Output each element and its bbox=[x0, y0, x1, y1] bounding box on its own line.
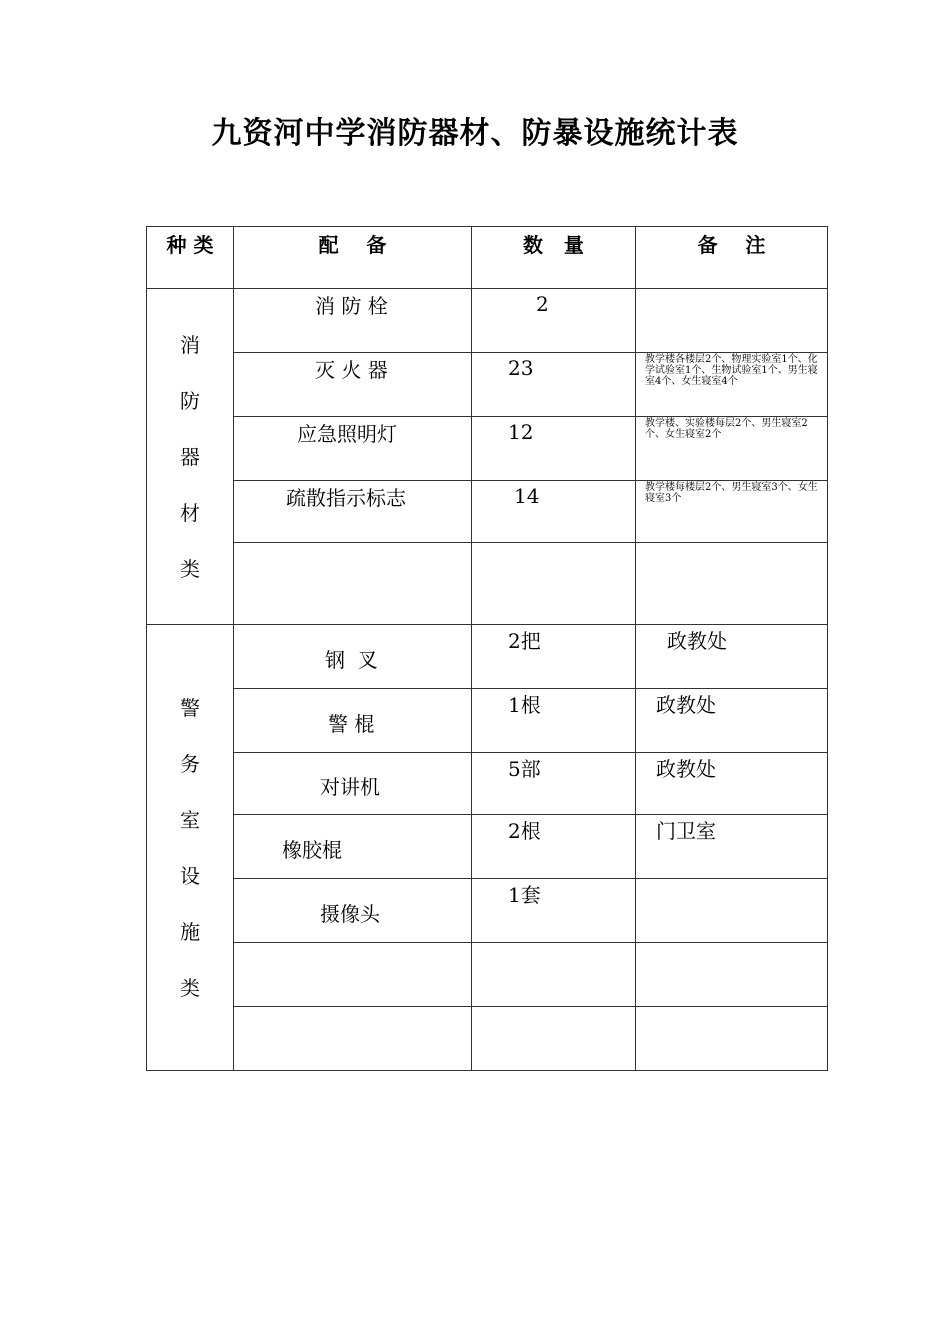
equipment-cell: 疏散指示标志 bbox=[234, 481, 472, 543]
table-row bbox=[147, 815, 828, 879]
quantity-cell: 1套 bbox=[472, 879, 636, 943]
table-row bbox=[147, 625, 828, 689]
equipment-cell bbox=[234, 1007, 472, 1071]
header-equipment: 配 备 bbox=[234, 227, 472, 289]
remarks-cell bbox=[636, 289, 828, 353]
remarks-cell: 政教处 bbox=[636, 753, 828, 815]
table-row-empty bbox=[147, 943, 828, 1007]
remarks-cell bbox=[636, 543, 828, 625]
table-row bbox=[147, 879, 828, 943]
quantity-cell: 14 bbox=[472, 481, 636, 543]
equipment-cell: 警 棍 bbox=[234, 689, 472, 753]
quantity-cell bbox=[472, 943, 636, 1007]
statistics-table bbox=[146, 226, 828, 1071]
quantity-cell: 5部 bbox=[472, 753, 636, 815]
remarks-cell bbox=[636, 1007, 828, 1071]
remarks-cell: 教学楼每楼层2个、男生寝室3个、女生寝室3个 bbox=[636, 481, 828, 543]
quantity-cell: 2把 bbox=[472, 625, 636, 689]
table-row-empty bbox=[147, 543, 828, 625]
table-row bbox=[147, 481, 828, 543]
header-remarks: 备 注 bbox=[636, 227, 828, 289]
header-quantity: 数 量 bbox=[472, 227, 636, 289]
remarks-cell bbox=[636, 943, 828, 1007]
page-title: 九资河中学消防器材、防暴设施统计表 bbox=[211, 116, 739, 151]
equipment-cell: 灭 火 器 bbox=[234, 353, 472, 417]
equipment-cell: 应急照明灯 bbox=[234, 417, 472, 481]
equipment-cell bbox=[234, 543, 472, 625]
equipment-cell: 消 防 栓 bbox=[234, 289, 472, 353]
table-row bbox=[147, 353, 828, 417]
equipment-cell: 钢 叉 bbox=[234, 625, 472, 689]
table-row bbox=[147, 289, 828, 353]
quantity-cell: 2 bbox=[472, 289, 636, 353]
remarks-cell: 政教处 bbox=[636, 689, 828, 753]
remarks-cell: 教学楼、实验楼每层2个、男生寝室2个、女生寝室2个 bbox=[636, 417, 828, 481]
table-row bbox=[147, 753, 828, 815]
remarks-cell: 门卫室 bbox=[636, 815, 828, 879]
table-header-row bbox=[147, 227, 828, 289]
quantity-cell: 1根 bbox=[472, 689, 636, 753]
category-fire-equipment: 消防器材类 bbox=[147, 289, 234, 625]
table-row bbox=[147, 689, 828, 753]
remarks-cell: 教学楼各楼层2个、物理实验室1个、化学试验室1个、生物试验室1个、男生寝室4个、女生寝室4个 bbox=[636, 353, 828, 417]
equipment-cell: 摄像头 bbox=[234, 879, 472, 943]
header-category: 种 类 bbox=[147, 227, 234, 289]
quantity-cell: 2根 bbox=[472, 815, 636, 879]
table-row bbox=[147, 417, 828, 481]
equipment-cell bbox=[234, 943, 472, 1007]
remarks-cell: 政教处 bbox=[636, 625, 828, 689]
quantity-cell bbox=[472, 1007, 636, 1071]
table-row-empty bbox=[147, 1007, 828, 1071]
quantity-cell bbox=[472, 543, 636, 625]
equipment-cell: 对讲机 bbox=[234, 753, 472, 815]
equipment-cell: 橡胶棍 bbox=[234, 815, 472, 879]
quantity-cell: 12 bbox=[472, 417, 636, 481]
quantity-cell: 23 bbox=[472, 353, 636, 417]
category-police-facilities: 警务室设施类 bbox=[147, 625, 234, 1071]
remarks-cell bbox=[636, 879, 828, 943]
